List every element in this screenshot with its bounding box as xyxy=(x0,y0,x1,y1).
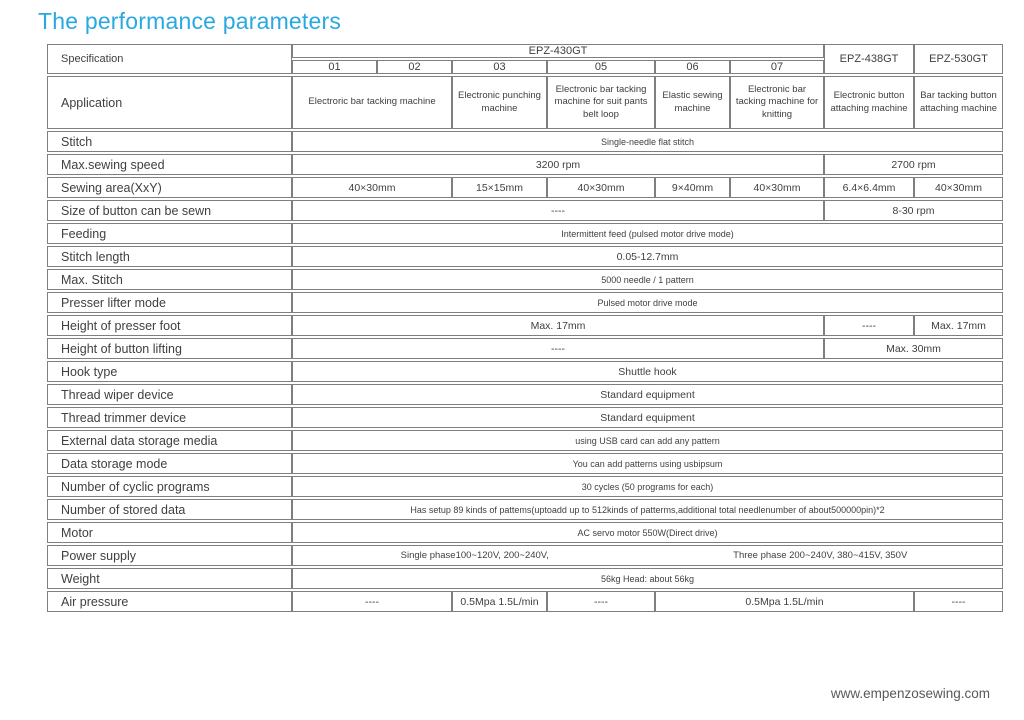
row-label: Stitch xyxy=(47,131,292,152)
value-cell: ---- xyxy=(914,591,1003,612)
value-cell: Electroric bar tacking machine xyxy=(292,76,452,129)
value-cell: ---- xyxy=(547,591,655,612)
performance-parameters-table xyxy=(47,42,1003,614)
table-row xyxy=(47,223,1003,244)
table-row xyxy=(47,361,1003,382)
value-cell: 15×15mm xyxy=(452,177,547,198)
row-label: Stitch length xyxy=(47,246,292,267)
column-group-epz-430gt: EPZ-430GT xyxy=(292,44,824,58)
value-cell: Bar tacking button attaching machine xyxy=(914,76,1003,129)
subcolumn-07: 07 xyxy=(730,60,824,74)
row-label: Feeding xyxy=(47,223,292,244)
subcolumn-05: 05 xyxy=(547,60,655,74)
row-label: Thread wiper device xyxy=(47,384,292,405)
table-row xyxy=(47,476,1003,497)
row-label: Weight xyxy=(47,568,292,589)
table-row xyxy=(47,131,1003,152)
value-cell: Intermittent feed (pulsed motor drive mode) xyxy=(292,223,1003,244)
table-row xyxy=(47,154,1003,175)
value-cell: 3200 rpm xyxy=(292,154,824,175)
value-cell: using USB card can add any pattern xyxy=(292,430,1003,451)
row-label: Air pressure xyxy=(47,591,292,612)
value-cell: ---- xyxy=(292,200,824,221)
row-label: Height of button lifting xyxy=(47,338,292,359)
subcolumn-02: 02 xyxy=(377,60,452,74)
table-body xyxy=(47,76,1003,612)
value-cell: Max. 17mm xyxy=(914,315,1003,336)
value-cell: Standard equipment xyxy=(292,384,1003,405)
row-label: Height of presser foot xyxy=(47,315,292,336)
subcolumn-03: 03 xyxy=(452,60,547,74)
value-cell: Electronic button attaching machine xyxy=(824,76,914,129)
table-row xyxy=(47,246,1003,267)
value-cell: 30 cycles (50 programs for each) xyxy=(292,476,1003,497)
value-cell xyxy=(292,545,1003,566)
table-row xyxy=(47,407,1003,428)
row-label: Motor xyxy=(47,522,292,543)
header-row-models xyxy=(47,44,1003,58)
table-row xyxy=(47,315,1003,336)
page-title: The performance parameters xyxy=(38,8,342,34)
row-label: Power supply xyxy=(47,545,292,566)
table-row xyxy=(47,76,1003,129)
table-row xyxy=(47,499,1003,520)
row-label: Application xyxy=(47,76,292,129)
value-cell: 8-30 rpm xyxy=(824,200,1003,221)
value-cell: 0.5Mpa 1.5L/min xyxy=(655,591,914,612)
row-label: Hook type xyxy=(47,361,292,382)
value-cell: Elastic sewing machine xyxy=(655,76,730,129)
value-cell: 5000 needle / 1 pattern xyxy=(292,269,1003,290)
value-cell: 0.05-12.7mm xyxy=(292,246,1003,267)
subcolumn-01: 01 xyxy=(292,60,377,74)
subcolumn-06: 06 xyxy=(655,60,730,74)
value-cell: 56kg Head: about 56kg xyxy=(292,568,1003,589)
table-row xyxy=(47,568,1003,589)
website-link[interactable]: www.empenzosewing.com xyxy=(830,686,990,701)
value-cell: Single-needle flat stitch xyxy=(292,131,1003,152)
value-cell: 2700 rpm xyxy=(824,154,1003,175)
table-row xyxy=(47,384,1003,405)
value-cell: Shuttle hook xyxy=(292,361,1003,382)
value-cell: AC servo motor 550W(Direct drive) xyxy=(292,522,1003,543)
table-row xyxy=(47,591,1003,612)
table-row xyxy=(47,200,1003,221)
row-label: Max.sewing speed xyxy=(47,154,292,175)
value-cell: Electronic punching machine xyxy=(452,76,547,129)
value-cell: ---- xyxy=(824,315,914,336)
row-label: Number of cyclic programs xyxy=(47,476,292,497)
column-header-specification: Specification xyxy=(47,44,292,74)
value-cell: Standard equipment xyxy=(292,407,1003,428)
table-row xyxy=(47,292,1003,313)
value-cell: 40×30mm xyxy=(547,177,655,198)
table-row xyxy=(47,269,1003,290)
value-cell: 0.5Mpa 1.5L/min xyxy=(452,591,547,612)
value-cell: Pulsed motor drive mode xyxy=(292,292,1003,313)
value-cell: 9×40mm xyxy=(655,177,730,198)
column-header-epz-530gt: EPZ-530GT xyxy=(914,44,1003,74)
value-text: Three phase 200~240V, 380~415V, 350V xyxy=(733,550,908,561)
row-label: Presser lifter mode xyxy=(47,292,292,313)
value-cell: Max. 17mm xyxy=(292,315,824,336)
value-cell: 40×30mm xyxy=(292,177,452,198)
value-cell: Has setup 89 kinds of pattems(uptoadd up to 512kinds of patterms,additional total needlenumber of about500000pin)*2 xyxy=(292,499,1003,520)
table-row xyxy=(47,522,1003,543)
value-cell: 6.4×6.4mm xyxy=(824,177,914,198)
column-header-epz-438gt: EPZ-438GT xyxy=(824,44,914,74)
row-label: Sewing area(XxY) xyxy=(47,177,292,198)
value-cell: Electronic bar tacking machine for knitting xyxy=(730,76,824,129)
row-label: Max. Stitch xyxy=(47,269,292,290)
table-row xyxy=(47,177,1003,198)
value-cell: 40×30mm xyxy=(914,177,1003,198)
value-cell: Electronic bar tacking machine for suit pants belt loop xyxy=(547,76,655,129)
table-row xyxy=(47,430,1003,451)
row-label: Size of button can be sewn xyxy=(47,200,292,221)
table-row xyxy=(47,338,1003,359)
value-cell: Max. 30mm xyxy=(824,338,1003,359)
value-cell: 40×30mm xyxy=(730,177,824,198)
value-text: Single phase100~120V, 200~240V, xyxy=(400,550,549,561)
row-label: Thread trimmer device xyxy=(47,407,292,428)
table-row xyxy=(47,545,1003,566)
value-cell: You can add patterns using usbipsum xyxy=(292,453,1003,474)
row-label: Number of stored data xyxy=(47,499,292,520)
row-label: Data storage mode xyxy=(47,453,292,474)
row-label: External data storage media xyxy=(47,430,292,451)
value-cell: ---- xyxy=(292,338,824,359)
value-cell: ---- xyxy=(292,591,452,612)
table-row xyxy=(47,453,1003,474)
